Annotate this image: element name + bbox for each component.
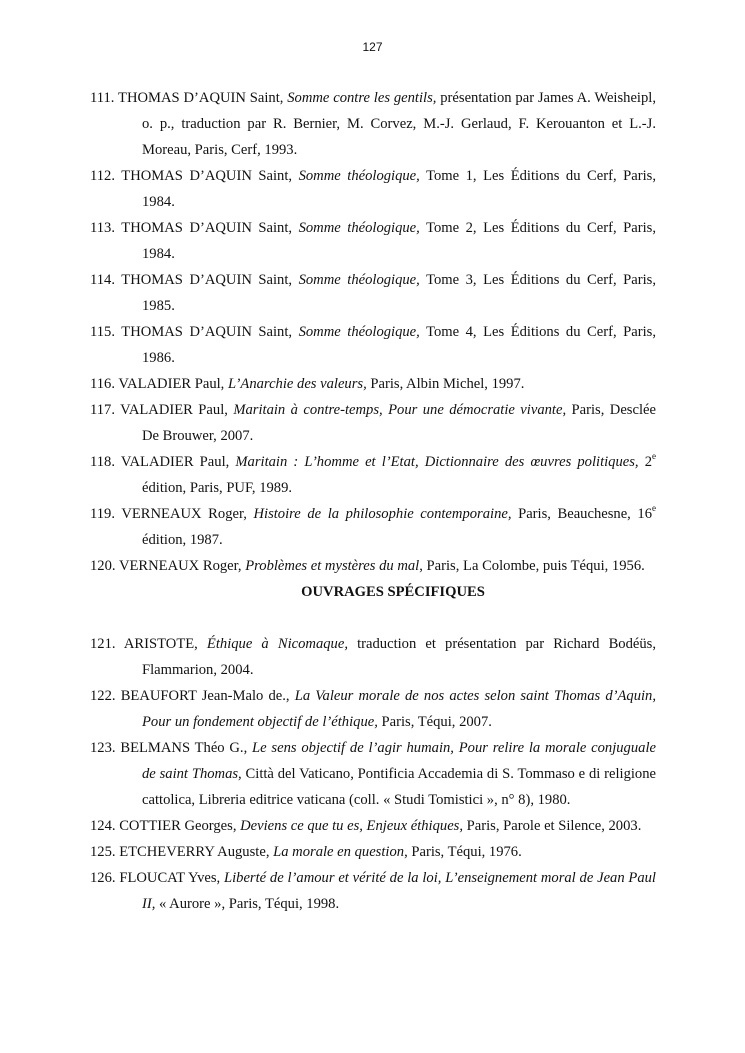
- entry-author: VERNEAUX Roger,: [118, 558, 246, 574]
- entry-number: 112.: [90, 168, 115, 184]
- entry-number: 121.: [90, 636, 116, 652]
- entry-number: 114.: [90, 272, 115, 288]
- entry-title: Somme théologique,: [298, 168, 420, 184]
- entry-author: THOMAS D’AQUIN Saint,: [121, 220, 299, 236]
- bibliography-entry-117: [90, 397, 656, 449]
- entry-number: 119.: [90, 506, 115, 522]
- bibliography-entry-122: [90, 683, 656, 735]
- entry-author: THOMAS D’AQUIN Saint,: [118, 90, 288, 106]
- entry-number: 126.: [90, 870, 116, 886]
- entry-author: FLOUCAT Yves,: [119, 870, 224, 886]
- entry-publication-end: édition, 1987.: [142, 532, 223, 548]
- entry-number: 124.: [90, 818, 116, 834]
- entry-publication-end: édition, Paris, PUF, 1989.: [142, 480, 293, 496]
- entry-publication: , Paris, Téqui, 1976.: [404, 844, 522, 860]
- entry-publication: Città del Vaticano, Pontificia Accademia di S. Tommaso e di religione cattolica, Libreria editrice vaticana (coll. « Studi Tomistici », n° 8), 1980.: [142, 766, 656, 808]
- entry-title: Histoire de la philosophie contemporaine,: [253, 506, 512, 522]
- entry-title: Problèmes et mystères du mal: [245, 558, 420, 574]
- entry-publication: Tome 3, Les Éditions du Cerf, Paris, 1985.: [142, 272, 656, 314]
- entry-number: 120.: [90, 558, 116, 574]
- bibliography-entry-112: [90, 163, 656, 215]
- entry-author: VALADIER Paul,: [120, 402, 234, 418]
- entry-title: Somme théologique,: [298, 220, 420, 236]
- bibliography: [90, 85, 656, 917]
- entry-publication: traduction et présentation par Richard Bodéüs, Flammarion, 2004.: [142, 636, 656, 678]
- bibliography-entry-119: [90, 501, 656, 553]
- entry-title: La morale en question: [273, 844, 405, 860]
- bibliography-entry-115: [90, 319, 656, 371]
- entry-title: Le sens objectif de l’agir humain, Pour relire la morale conjuguale de saint Thomas,: [142, 740, 656, 782]
- entry-publication: Tome 1, Les Éditions du Cerf, Paris, 1984.: [142, 168, 656, 210]
- entry-publication: , Paris, La Colombe, puis Téqui, 1956.: [419, 558, 645, 574]
- bibliography-entry-118: [90, 449, 656, 501]
- entry-title: Liberté de l’amour et vérité de la loi, L’enseignement moral de Jean Paul II,: [142, 870, 656, 912]
- entry-title: La Valeur morale de nos actes selon saint Thomas d’Aquin, Pour un fondement objectif de l’éthique,: [142, 688, 656, 730]
- entry-title: Somme contre les gentils,: [287, 90, 437, 106]
- page-number: 127: [362, 40, 383, 54]
- superscript-edition: e: [652, 451, 656, 461]
- entry-publication: 2: [638, 454, 652, 470]
- entry-publication: Paris, Beauchesne, 16: [511, 506, 652, 522]
- bibliography-entry-116: [90, 371, 656, 397]
- bibliography-entry-121: [90, 631, 656, 683]
- entry-author: THOMAS D’AQUIN Saint,: [121, 272, 299, 288]
- entry-author: VERNEAUX Roger,: [121, 506, 254, 522]
- entry-publication: Paris, Albin Michel, 1997.: [366, 376, 525, 392]
- bibliography-entry-120: [90, 553, 656, 579]
- bibliography-entry-114: [90, 267, 656, 319]
- entry-author: COTTIER Georges,: [119, 818, 241, 834]
- entry-number: 115.: [90, 324, 115, 340]
- bibliography-entry-124: [90, 813, 656, 839]
- entry-number: 116.: [90, 376, 115, 392]
- entry-number: 111.: [90, 90, 115, 106]
- bibliography-entry-126: [90, 865, 656, 917]
- entry-title: Maritain à contre-temps, Pour une démocratie vivante,: [233, 402, 567, 418]
- entry-author: ARISTOTE,: [123, 636, 207, 652]
- entry-title: Somme théologique,: [298, 324, 420, 340]
- entry-publication: Tome 2, Les Éditions du Cerf, Paris, 1984.: [142, 220, 656, 262]
- entry-number: 118.: [90, 454, 115, 470]
- entry-number: 122.: [90, 688, 116, 704]
- entry-author: VALADIER Paul,: [118, 376, 228, 392]
- section-heading: OUVRAGES SPÉCIFIQUES: [301, 584, 485, 600]
- bibliography-entry-113: [90, 215, 656, 267]
- entry-author: VALADIER Paul,: [120, 454, 236, 470]
- entry-publication: présentation par James A. Weisheipl, o. p., traduction par R. Bernier, M. Corvez, M.-J. Gerlaud, F. Kerouanton et L.-J. Moreau, Paris, Cerf, 1993.: [142, 90, 656, 158]
- entry-author: THOMAS D’AQUIN Saint,: [121, 168, 299, 184]
- entry-title: Somme théologique,: [298, 272, 420, 288]
- entry-publication: Tome 4, Les Éditions du Cerf, Paris, 1986.: [142, 324, 656, 366]
- bibliography-entry-125: [90, 839, 656, 865]
- superscript-edition: e: [652, 503, 656, 513]
- entry-title: Éthique à Nicomaque,: [206, 636, 348, 652]
- entry-author: THOMAS D’AQUIN Saint,: [121, 324, 299, 340]
- entry-author: ETCHEVERRY Auguste,: [119, 844, 274, 860]
- entry-number: 123.: [90, 740, 116, 756]
- entry-publication: Paris, Desclée De Brouwer, 2007.: [142, 402, 656, 444]
- entry-author: BELMANS Théo G.,: [120, 740, 253, 756]
- bibliography-entry-111: [90, 85, 656, 163]
- entry-number: 125.: [90, 844, 116, 860]
- entry-publication: Paris, Parole et Silence, 2003.: [463, 818, 642, 834]
- entry-title: Maritain : L’homme et l’Etat, Dictionnaire des œuvres politiques,: [235, 454, 639, 470]
- entry-number: 117.: [90, 402, 115, 418]
- entry-author: BEAUFORT Jean-Malo de.,: [120, 688, 295, 704]
- entry-number: 113.: [90, 220, 115, 236]
- bibliography-entry-123: [90, 735, 656, 813]
- entry-publication: Paris, Téqui, 2007.: [377, 714, 492, 730]
- entry-title: L’Anarchie des valeurs,: [227, 376, 367, 392]
- entry-title: Deviens ce que tu es, Enjeux éthiques,: [240, 818, 464, 834]
- entry-publication: « Aurore », Paris, Téqui, 1998.: [155, 896, 340, 912]
